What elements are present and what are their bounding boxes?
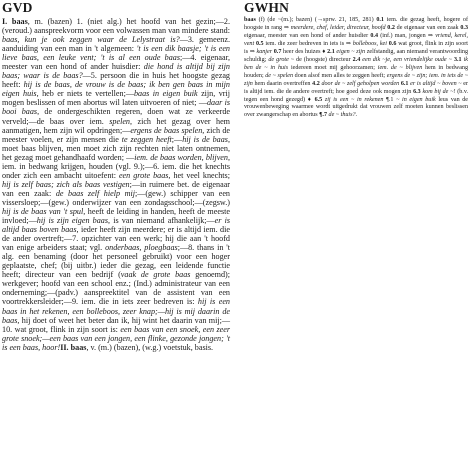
entry-text-run: vaak de grote baas [120, 270, 191, 280]
entry-text-run: ;—4. eigenaar, meester van een hond of ander huisdier: [2, 53, 230, 72]
entry-text-run: er is altijd baas boven baas [2, 216, 230, 235]
entry-text-run: meerdere, chef, leider, directeur, hoofd [290, 24, 386, 31]
entry-text-run: I. baas [2, 17, 28, 26]
entry-text-run: , iem. in bedwang krijgen, houden (vgl. 9.);— [2, 152, 230, 171]
entry-text-run: baas [244, 17, 256, 23]
entry-text-run: kom bij de ~! [422, 88, 456, 95]
entry-text-run: een dik ~je, een vriendelijke oude ~ [362, 56, 452, 63]
entry-text-run: ergens de baas spelen [130, 125, 203, 135]
entry-text-run: de baas zelf hielp mij [55, 188, 135, 198]
entry-text-run: iem. die zeer bedreven in iets is ⇒ [263, 40, 353, 47]
entry-text-run: 6. iem. die het knechts onder zich een ambacht uitoefent: [2, 161, 230, 180]
entry-text-run: ik ben de ~ in huis [244, 56, 468, 71]
entry-text-run: de grote ~ [268, 56, 295, 63]
entry-text-run: ~ in eigen buik [396, 96, 436, 103]
gvd-column [2, 0, 230, 352]
entry-text-run: ;— [171, 134, 183, 144]
entry-text-run: . [355, 112, 358, 119]
entry-text-run: , hij doet of weet het beter dan ik, hij wint het daarin van mij;— [17, 315, 230, 325]
entry-text-run: kanjer [256, 48, 273, 55]
entry-text-run: 0.1 [376, 17, 384, 23]
entry-text-run: , heeft de leiding in handen, heeft de meeste invloed;— [2, 206, 230, 226]
entry-text-run: 2.4 [352, 56, 361, 63]
entry-text-run: 4.2 [312, 80, 320, 87]
entry-text-run: die hond is altijd bij zijn baas; waar is de baas? [2, 62, 230, 81]
entry-text-run: , de ondergeschikten regeren, doen wat ze verkeerde verveld;—de baas over [2, 107, 230, 126]
entry-text-run: ¶.1 [383, 96, 397, 103]
entry-text-run: , moet baas blijven, men moet zich zijn rechten niet laten ontnemen, het gezag moet gehandhaafd worden; — [2, 134, 230, 162]
entry-text-run: 6.3 [413, 88, 421, 95]
entry-text-run: 6.5 [314, 96, 323, 103]
entry-text-run: , zich de meester voelen, er zijn mensen die [2, 125, 230, 144]
entry-text-run: baas in eigen buik [133, 89, 198, 99]
entry-text-run: , is van niemand afhankelijk;— [108, 216, 215, 226]
entry-text-run: 0.6 [388, 40, 397, 47]
entry-text-run: de ~ spelen [265, 72, 294, 79]
entry-text-run: 0.4 [370, 32, 378, 39]
entry-text-run: ;—in ruimere bet. de eigenaar van een zaak: [2, 179, 231, 198]
entry-text-run: hij is de baas [182, 134, 228, 144]
entry-text-run: hij is zelf baas; zich als baas vestigen [2, 179, 130, 189]
entry-text-run: onderbaas, ploegbaas [105, 243, 178, 253]
entry-text-run: hij is de baas van 't spul [2, 206, 84, 216]
entry-text-run: (b.v. tegen een hond gezegd) ♦ [244, 88, 468, 103]
entry-text-run: de ~ thuis? [328, 112, 356, 119]
entry-text-run: iem. [84, 116, 110, 126]
entry-text-run: hij is de baas, de vrouw is de baas; ik ben gen baas in mijn eigen huis [2, 80, 230, 99]
entry-text-run: (inf.) man, jongen ⇒ [378, 32, 436, 39]
entry-text-run: de eigenaar van een zaak [394, 24, 461, 31]
entry-text-run: zij is een ~ in rekenen [324, 96, 384, 103]
entry-text-run: ergens de ~ zijn; iem. in iets de ~ zijn [244, 72, 469, 87]
entry-text-run: (f) (de ~(m.); bazen) (→sprw. 21, 185, 281) [255, 17, 377, 23]
entry-text-run: eigen ~ zijn [336, 48, 366, 55]
entry-text-run: iem. de ~ blijven [377, 64, 423, 71]
entry-text-run: ;—8. thans in 't alg. een benaming (door het personeel gebruikt) voor een hoger geplaatste, chef; (bij uitbr.) ieder die gezag, een leidende functie heeft; directeur van een bedrijf ( [2, 243, 230, 280]
entry-text-run: 't is een dik baasje; 't is een lieve baas, een leuke vent; 't is al een oude baas [2, 44, 230, 63]
entry-text-run: daar is booi baas [2, 98, 230, 117]
entry-text-run: 0.2 [387, 24, 395, 31]
entry-text-run: 0.5 [255, 40, 264, 47]
entry-text-run: —3. gemeenz. aanduiding van een man in 't algemeen: [2, 35, 231, 54]
entry-text-run: , m. (bazen) 1. (niet alg.) het hoofd van het gezin;—2. (veroud.) aanspreekvorm voor een volwassen man van mindere stand: [2, 17, 231, 36]
entry-text-run: heer des huizes ♦ [281, 48, 328, 55]
entry-text-run: , heb er niets te vertellen;— [36, 89, 134, 99]
entry-text-run: , het veel knechts; [168, 170, 230, 180]
entry-text-run: hij is een baas in het rekenen, een bolleboos, zeer knap;—hij is mij daarin de baas [2, 297, 230, 325]
entry-text-run: 2.1 [327, 48, 335, 55]
entry-text-run: baas, kun je ook zeggen waar de Lelystraat is? [2, 35, 180, 45]
entry-text-run: wat groot, flink in zijn soort is ⇒ [244, 40, 468, 55]
entry-text-run: eigenaar, meester van een hond of ander huisdier [244, 32, 371, 39]
gvd-header: GVD [2, 0, 33, 15]
entry-text-run: iem. die gezag heeft, hogere of hoogste in rang ⇒ [244, 17, 469, 31]
entry-text-run: , v. (m.) (bazen), (w.g.) voetstuk, basis. [86, 342, 214, 352]
entry-text-run: ¶.7 [319, 112, 327, 119]
entry-text-run: hem daarin overtreffen [252, 80, 313, 87]
entry-text-run: er is altijd ~ boven ~ [410, 80, 462, 87]
entry-text-run: 6.1 [400, 80, 409, 87]
entry-text-run: de (hoogste) directeur [294, 56, 353, 63]
entry-text-run: zijn, vrij mogen beslissen of men abortus wil laten uitvoeren of niet; — [2, 89, 231, 108]
entry-text-run: door de ~ zelf geholpen worden [321, 80, 400, 87]
entry-text-run: bolleboos, kei [352, 40, 387, 47]
entry-text-run: spelen [109, 116, 130, 126]
entry-text-run: iem. de baas worden, blijven [134, 152, 228, 162]
entry-text-run: een grote baas [118, 170, 169, 180]
entry-text-run: , ieder heeft zijn meerdere; er is altijd iem. die de ander overtreft;—7. opzichter van een werk; hij die aan 't hoofd van enige arbeiders staat; vgl. [2, 225, 230, 253]
gwhn-entry-text [244, 17, 468, 120]
entry-text-run: 0.7 [273, 48, 282, 55]
entry-text-run: iedereen moet mij gehoorzamen; [288, 64, 378, 71]
gwhn-header: GWHN [244, 0, 290, 15]
entry-text-run: 10. wat groot, flink in zijn soort is: [2, 324, 121, 334]
entry-text-run: ;—(gew.) schipper van een vissersloep;—(gew.) onderwijzer van een zondagsschool;—(zegsw.) [2, 188, 230, 207]
entry-text-run: te zeggen heeft [121, 134, 172, 144]
entry-text-run: er is altijd iem. die de andere overtreft; hoe goed deze ook mogen zijn [244, 80, 469, 95]
entry-text-run: zelfstandig, aan niemand verantwoording schuldig; [244, 48, 468, 63]
entry-text-run: hem in bedwang houden; [244, 64, 468, 79]
entry-text-run: II. baas [60, 342, 87, 352]
entry-text-run: hij is zijn eigen baas [36, 216, 109, 226]
entry-text-run: 3.1 [453, 56, 462, 63]
gwhn-column [244, 0, 468, 120]
entry-text-run: vriend, kerel, vent [244, 32, 468, 47]
gvd-entry-text [2, 17, 230, 352]
entry-text-run: 0.3 [460, 24, 468, 31]
entry-text-run: —5. persoon die in huis het hoogste gezag heeft: [2, 71, 230, 90]
entry-text-run: doen alsof men alles te zeggen heeft; [293, 72, 387, 79]
entry-text-run: , zich het gezag over hem aanmatigen, hem zijn wil opdringen;— [2, 116, 231, 135]
entry-text-run: genoemd); werkgever; hoofd van een school enz.; (Ind.) administrateur van een onderneming;—(padv.) aanspreektitel van de assistent van een voortrekkersleider;—9. iem. die in iets zeer bedreven is: [2, 270, 230, 307]
entry-text-run: leus van de vrouwenbeweging waarmee wordt uitgedrukt dat vrouwen zelf moeten kunnen beslissen over zwangerschap en abortus [244, 96, 469, 119]
entry-text-run: een baas van een snoek, een zeer grote snoek;—een baas van een jongen, een flinke, gezonde jongen; 't is een baas, hoor! [2, 324, 230, 352]
